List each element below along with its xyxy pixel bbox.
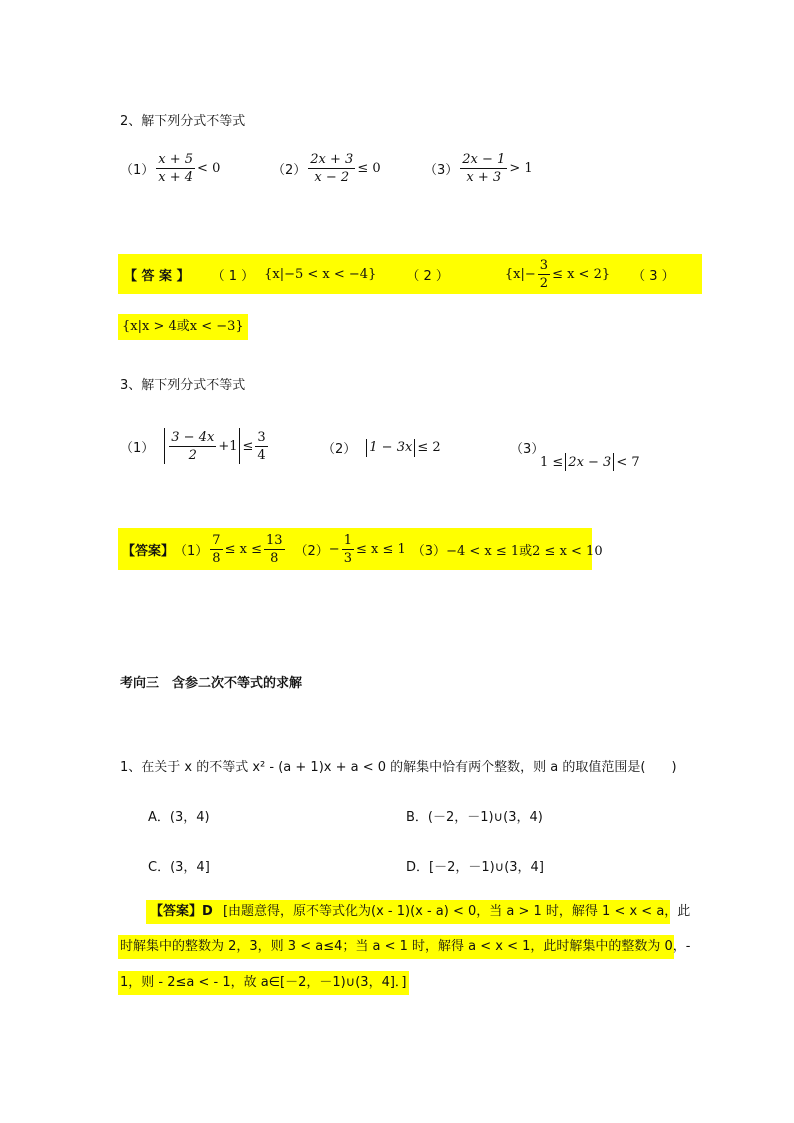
section3-title: 3、解下列分式不等式 [120, 378, 246, 393]
denominator: 2 [188, 447, 197, 463]
answer-part-value: − [328, 541, 340, 557]
relation: < 7 [616, 454, 640, 470]
fraction [156, 152, 195, 185]
abs-bar-right [414, 439, 415, 457]
answer-part-value: ≤ x < 2} [552, 266, 611, 282]
answer-part-label: （3） [411, 543, 447, 559]
section2-title: 2、解下列分式不等式 [120, 114, 246, 129]
option-d: D．[－2，－1)∪(3，4] [406, 860, 544, 875]
section2-item1 [120, 152, 220, 185]
fraction [169, 430, 216, 463]
section3-item3 [510, 438, 640, 471]
relation: ≤ 0 [357, 161, 381, 176]
item-label: （3） [510, 442, 545, 457]
section2-answer-continued: {x|x > 4或x < −3} [118, 314, 248, 340]
denominator: 8 [212, 550, 221, 566]
relation: > 1 [509, 161, 533, 176]
question-stem: 1、在关于 x 的不等式 x² - (a + 1)x + a < 0 的解集中恰有两个整数，则 a 的取值范围是( ) [120, 760, 677, 775]
option-a: A．(3，4) [148, 810, 210, 825]
answer-line-1 [146, 900, 691, 924]
fraction [538, 258, 550, 291]
numerator: 3 [539, 257, 549, 273]
answer-line-3: 1，则 - 2≤a < - 1，故 a∈[－2，－1)∪(3，4]．] [118, 971, 409, 995]
denominator: x − 2 [314, 170, 350, 185]
relation: < 0 [197, 161, 221, 176]
answer-part-label: （1） [174, 543, 209, 559]
expression: 2x − 3 [568, 454, 612, 470]
denominator: 2 [539, 275, 549, 291]
answer-part-label: （2） [294, 543, 329, 559]
item-label: （1） [120, 440, 155, 456]
fraction [255, 430, 267, 463]
expression: 1 − 3x [369, 440, 413, 455]
numerator: x + 5 [158, 152, 194, 167]
section3-answer [118, 528, 603, 570]
abs-bar-left [366, 439, 367, 457]
section3-item1 [120, 428, 270, 464]
abs-bar-right [613, 453, 614, 471]
fraction [264, 533, 285, 566]
denominator: 4 [257, 447, 266, 463]
section3-item2 [322, 438, 441, 457]
answer-part-value: {x|−5 < x < −4} [264, 266, 377, 282]
item-label: （1） [120, 163, 155, 178]
answer-part-value: −4 < x ≤ 1或2 ≤ x < 10 [446, 543, 603, 559]
answer-part-label: （ 2 ） [406, 268, 449, 284]
denominator: x + 4 [158, 170, 194, 185]
numerator: 7 [212, 532, 221, 548]
numerator: 2x + 3 [310, 152, 354, 167]
numerator: 13 [265, 532, 283, 548]
abs-bar-left [565, 453, 566, 471]
answer-part-value: ≤ x ≤ 1 [355, 541, 406, 557]
abs-bar-right [239, 428, 240, 464]
numerator: 3 − 4x [171, 429, 215, 445]
fraction [308, 152, 355, 185]
item-label: （2） [322, 442, 357, 457]
denominator: x + 3 [466, 170, 502, 185]
denominator: 3 [343, 550, 352, 566]
relation: ≤ 2 [417, 440, 441, 455]
answer-line-2: 时解集中的整数为 2，3，则 3 < a≤4；当 a < 1 时，解得 a < x < 1，此时解集中的整数为 0，- [118, 935, 674, 959]
expression-part: +1 [218, 438, 238, 454]
relation: ≤ [242, 438, 254, 454]
fraction [460, 152, 507, 185]
section2-item2 [272, 152, 381, 185]
answer-text: [由题意得，原不等式化为(x - 1)(x - a) < 0，当 a > 1 时，解得 1 < x < a，此 [222, 904, 691, 919]
option-b: B．(－2，－1)∪(3，4) [406, 810, 543, 825]
answer-part-value: {x|− [504, 266, 536, 282]
denominator: 8 [270, 550, 279, 566]
numerator: 3 [257, 429, 266, 445]
option-c: C．(3，4] [148, 860, 210, 875]
answer-tag: 【答案】 [122, 543, 175, 559]
answer-tag: 【 答 案 】 [124, 268, 190, 284]
item-label: （3） [424, 163, 459, 178]
answer-part-value: ≤ x ≤ [224, 541, 262, 557]
section2-answer [118, 254, 702, 294]
expression-part: 1 ≤ [540, 454, 564, 470]
fraction [342, 533, 354, 566]
section-heading: 考向三 含参二次不等式的求解 [120, 676, 303, 691]
numerator: 1 [343, 532, 352, 548]
item-label: （2） [272, 163, 307, 178]
answer-part-label: （ 1 ） [211, 268, 255, 284]
section2-item3 [424, 152, 533, 185]
answer-tag: 【答案】D [150, 904, 213, 919]
answer-part-label: （ 3 ） [632, 268, 675, 284]
fraction [210, 533, 222, 566]
numerator: 2x − 1 [462, 152, 506, 167]
abs-bar-left [164, 428, 165, 464]
